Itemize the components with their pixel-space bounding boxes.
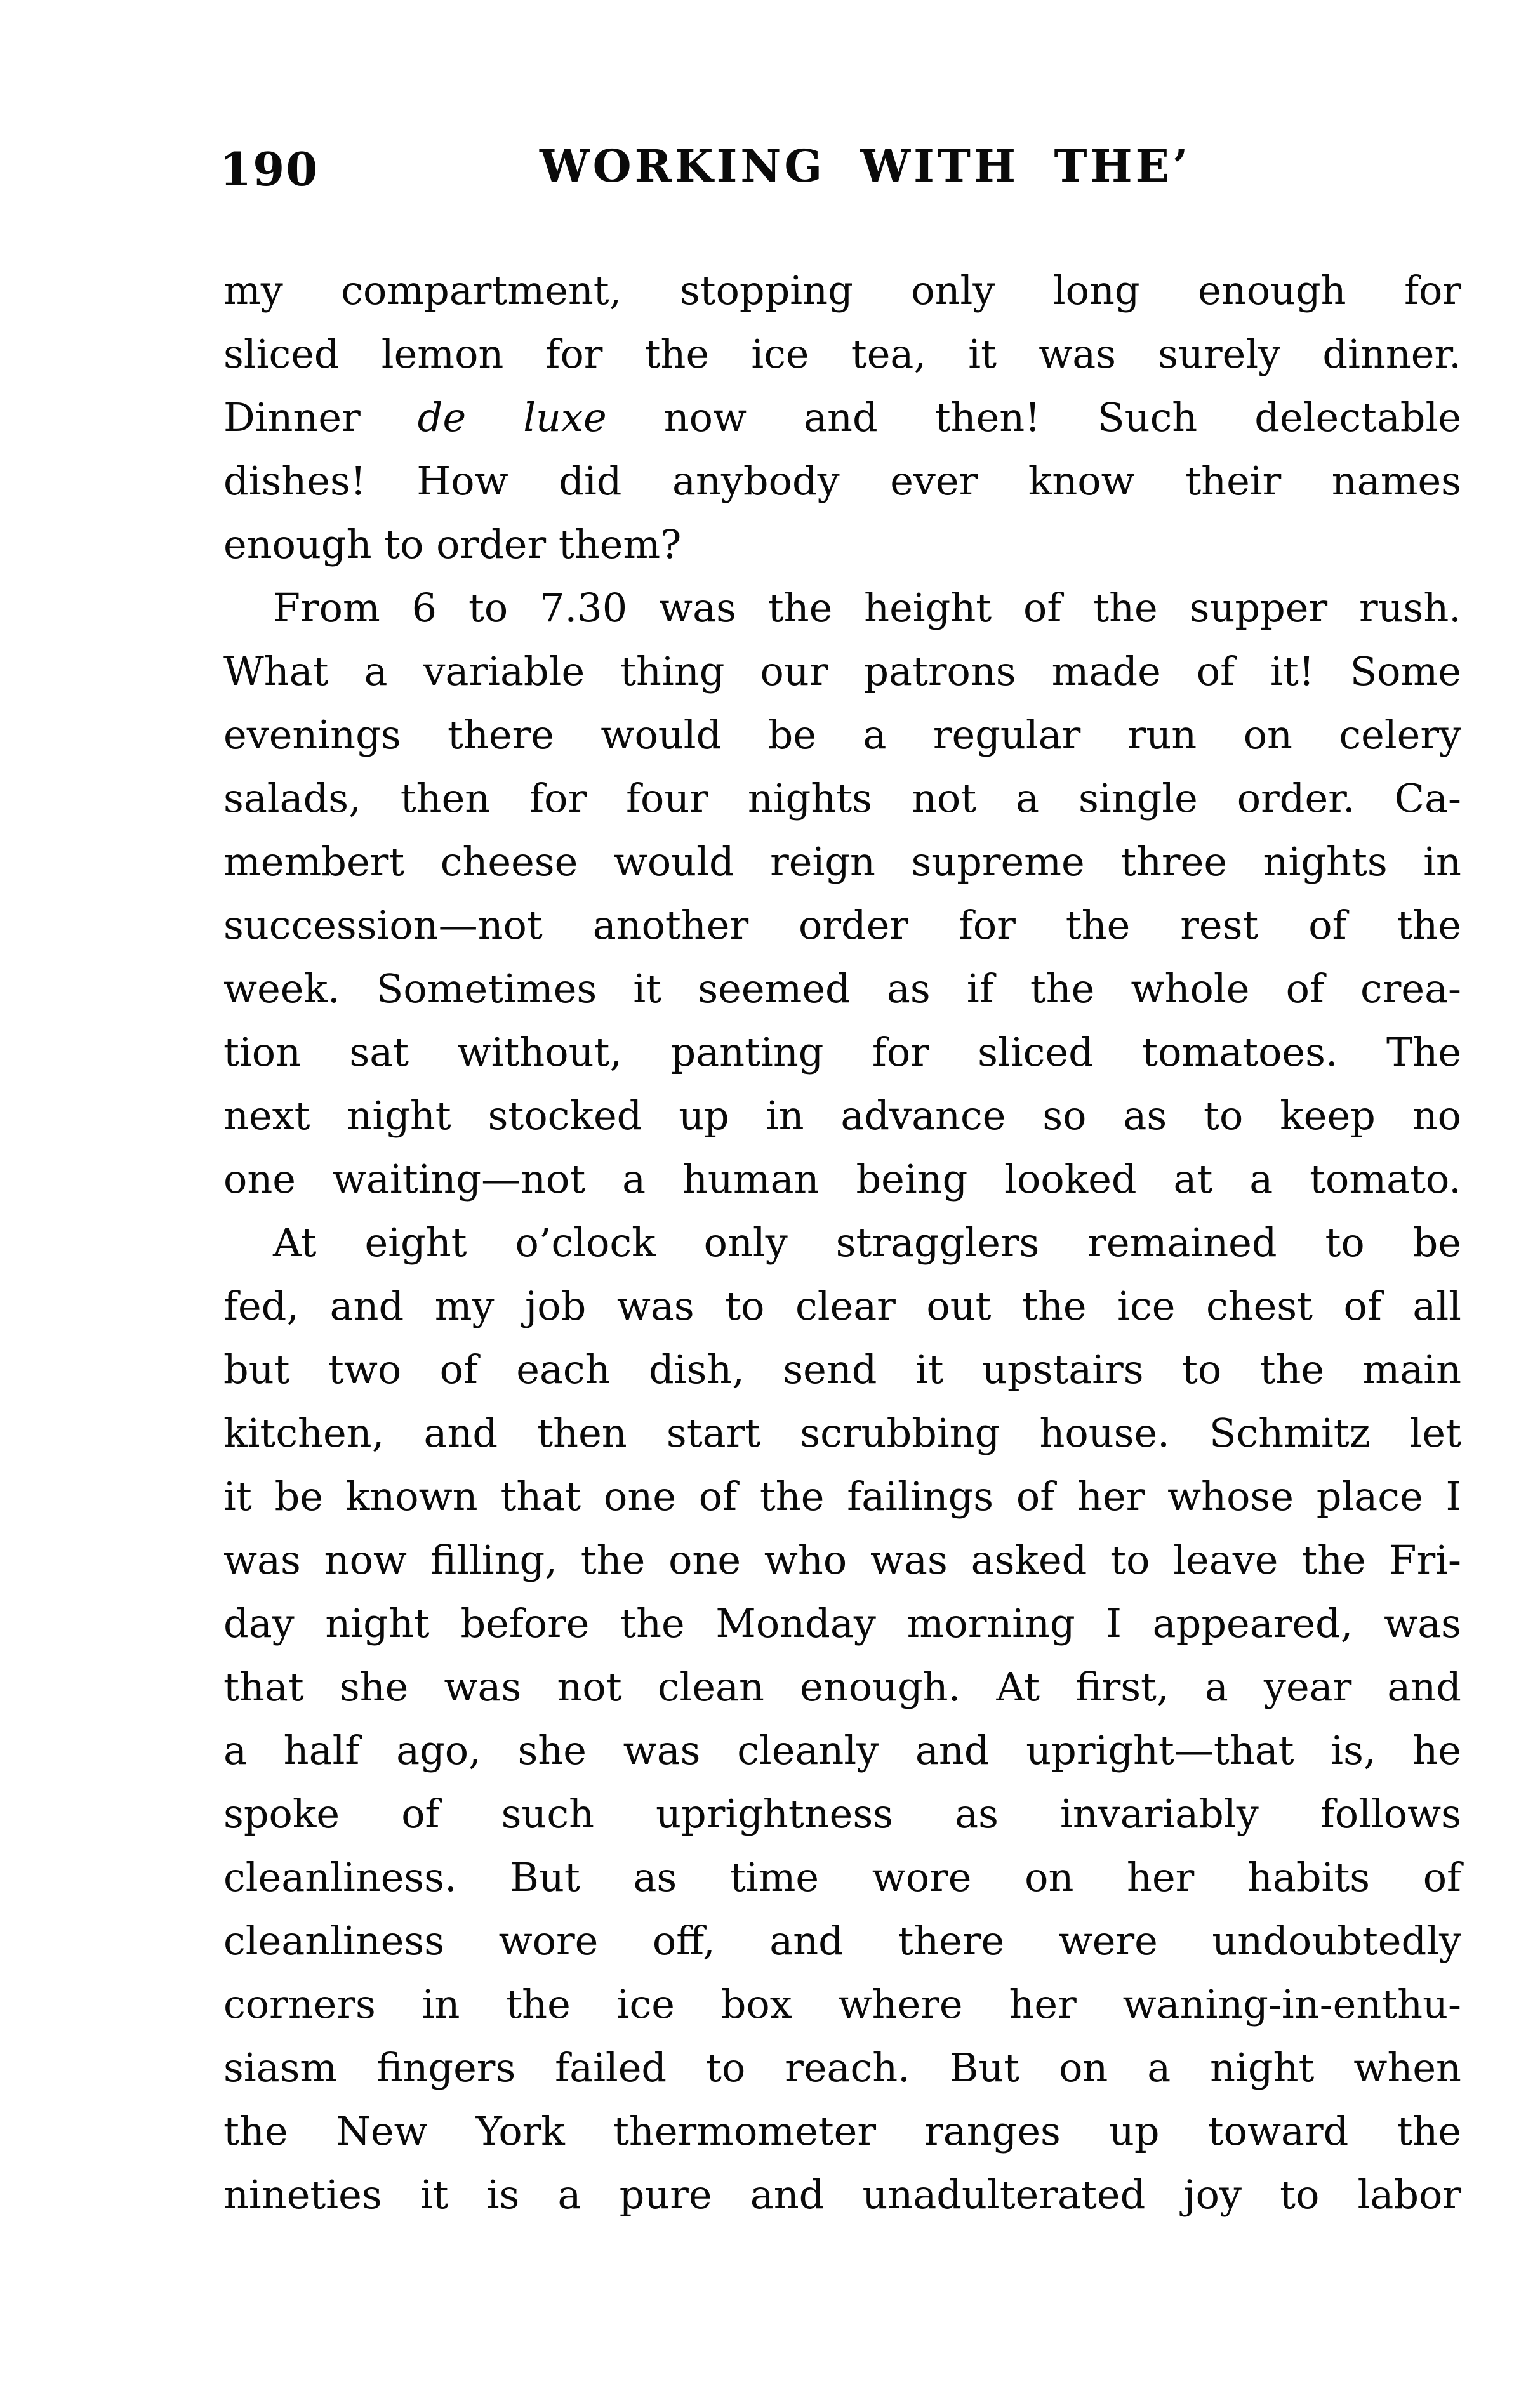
page-number: 190 — [220, 142, 319, 196]
text-line: spoke of such uprightness as invariably follows — [223, 1791, 1461, 1837]
text-line: a half ago, she was cleanly and upright—that is, he — [223, 1727, 1461, 1773]
text-line: kitchen, and then start scrubbing house. Schmitz let — [223, 1410, 1461, 1456]
text-segment: Dinner — [223, 394, 418, 441]
text-line: was now filling, the one who was asked to leave the Fri- — [223, 1537, 1461, 1583]
text-line: evenings there would be a regular run on celery — [223, 712, 1461, 758]
text-line: membert cheese would reign supreme three nights in — [223, 838, 1461, 885]
text-line: that she was not clean enough. At first, a year and — [223, 1664, 1461, 1710]
text-line — [223, 386, 1461, 449]
text-line: dishes! How did anybody ever know their names — [223, 458, 1461, 504]
text-line: salads, then for four nights not a single order. Ca- — [223, 775, 1461, 821]
text-line: sliced lemon for the ice tea, it was surely dinner. — [223, 331, 1461, 377]
text-line: one waiting—not a human being looked at a tomato. — [223, 1156, 1461, 1202]
text-line: cleanliness. But as time wore on her habits of — [223, 1854, 1461, 1900]
text-line: tion sat without, panting for sliced tomatoes. The — [223, 1029, 1461, 1075]
text-line: day night before the Monday morning I appeared, was — [223, 1600, 1461, 1646]
text-line: cleanliness wore off, and there were undoubtedly — [223, 1918, 1461, 1964]
text-line: my compartment, stopping only long enough for — [223, 267, 1461, 314]
text-segment: now and then! Such delectable — [606, 394, 1462, 441]
text-line: the New York thermometer ranges up toward the — [223, 2108, 1461, 2154]
page-text — [223, 259, 1461, 2227]
text-line: What a variable thing our patrons made of it! Some — [223, 648, 1461, 694]
italic-phrase: de luxe — [417, 394, 607, 441]
text-line: nineties it is a pure and unadulterated joy to labor — [223, 2171, 1461, 2218]
text-line: corners in the ice box where her waning-in-enthu- — [223, 1981, 1461, 2027]
text-line: week. Sometimes it seemed as if the whole of crea- — [223, 965, 1461, 1012]
text-line: From 6 to 7.30 was the height of the supper rush. — [273, 585, 1461, 631]
text-line: it be known that one of the failings of her whose place I — [223, 1473, 1461, 1520]
text-line: enough to order them? — [223, 521, 682, 567]
text-line: next night stocked up in advance so as to keep no — [223, 1092, 1461, 1139]
text-line: but two of each dish, send it upstairs to the main — [223, 1346, 1461, 1393]
text-line: At eight o’clock only stragglers remained to be — [273, 1219, 1461, 1266]
text-line: succession—not another order for the rest of the — [223, 902, 1461, 948]
text-line: siasm fingers failed to reach. But on a night when — [223, 2044, 1461, 2091]
text-line: fed, and my job was to clear out the ice chest of all — [223, 1283, 1461, 1329]
running-head: WORKING WITH THE’ — [540, 140, 1192, 192]
